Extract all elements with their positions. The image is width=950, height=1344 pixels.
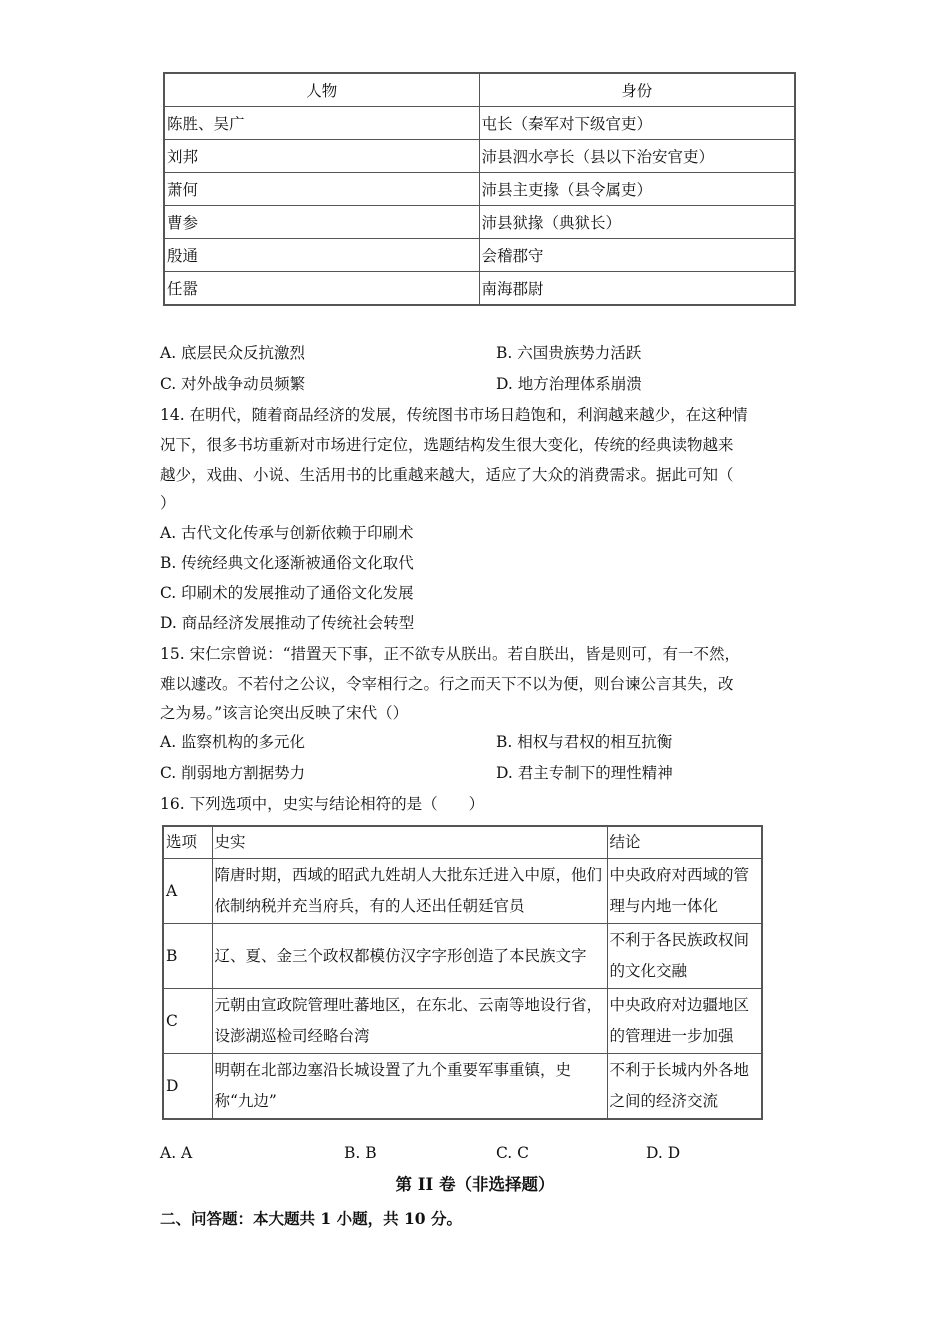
table-header-cell: 史实	[212, 826, 607, 859]
q14-option-d: D. 商品经济发展推动了传统社会转型	[160, 614, 415, 632]
q16-option-a: A. A	[160, 1144, 193, 1162]
table-cell: C	[163, 989, 212, 1054]
q14-stem-line: ）	[160, 494, 176, 512]
q16-option-c: C. C	[496, 1144, 530, 1162]
q14-stem-line: 况下，很多书坊重新对市场进行定位，选题结构发生很大变化，传统的经典读物越来	[160, 436, 734, 454]
table-cell: 不利于长城内外各地之间的经济交流	[607, 1054, 762, 1120]
q13-option-a: A. 底层民众反抗激烈	[160, 344, 306, 362]
q13-option-b: B. 六国贵族势力活跃	[496, 344, 642, 362]
table-row	[164, 272, 795, 306]
identity-table	[163, 72, 796, 306]
table-cell: 殷通	[164, 239, 479, 272]
q16-option-b: B. B	[344, 1144, 377, 1162]
table-cell: 萧何	[164, 173, 479, 206]
table-cell: 沛县狱掾（典狱长）	[479, 206, 795, 239]
table-cell: 辽、夏、金三个政权都模仿汉字字形创造了本民族文字	[212, 924, 607, 989]
table-row	[164, 140, 795, 173]
table-cell: B	[163, 924, 212, 989]
q14-option-b: B. 传统经典文化逐渐被通俗文化取代	[160, 554, 414, 572]
table-row	[164, 173, 795, 206]
section-title: 第 II 卷（非选择题）	[395, 1175, 555, 1194]
q15-option-c: C. 削弱地方割据势力	[160, 764, 306, 782]
q15-stem-line: 难以遽改。不若付之公议，令宰相行之。行之而天下不以为便，则台谏公言其失，改	[160, 675, 734, 693]
q16-option-d: D. D	[646, 1144, 681, 1162]
q14-stem-line: 14. 在明代，随着商品经济的发展，传统图书市场日趋饱和，利润越来越少，在这种情	[160, 406, 748, 424]
table-cell: 南海郡尉	[479, 272, 795, 306]
table-cell: 沛县主吏掾（县令属吏）	[479, 173, 795, 206]
q15-stem-line: 之为易。”该言论突出反映了宋代（）	[160, 704, 409, 722]
table-cell: 曹参	[164, 206, 479, 239]
table-row	[163, 989, 762, 1054]
table-header-cell: 结论	[607, 826, 762, 859]
table-cell: A	[163, 859, 212, 924]
table-cell: 刘邦	[164, 140, 479, 173]
q15-stem-line: 15. 宋仁宗曾说：“措置天下事，正不欲专从朕出。若自朕出，皆是则可，有一不然，	[160, 645, 741, 663]
q14-option-c: C. 印刷术的发展推动了通俗文化发展	[160, 584, 414, 602]
table-row	[163, 859, 762, 924]
table-row	[163, 1054, 762, 1120]
table-cell: D	[163, 1054, 212, 1120]
table-cell: 中央政府对边疆地区的管理进一步加强	[607, 989, 762, 1054]
table-cell: 中央政府对西域的管理与内地一体化	[607, 859, 762, 924]
table-header-row	[164, 73, 795, 107]
table-cell: 不利于各民族政权间的文化交融	[607, 924, 762, 989]
table-header-cell: 选项	[163, 826, 212, 859]
table-cell: 屯长（秦军对下级官吏）	[479, 107, 795, 140]
table-row	[164, 239, 795, 272]
table-header-row	[163, 826, 762, 859]
history-facts-table	[162, 825, 763, 1120]
q14-option-a: A. 古代文化传承与创新依赖于印刷术	[160, 524, 414, 542]
table-cell: 会稽郡守	[479, 239, 795, 272]
table-cell: 元朝由宣政院管理吐蕃地区，在东北、云南等地设行省，设澎湖巡检司经略台湾	[212, 989, 607, 1054]
table-row	[164, 107, 795, 140]
table-header-cell: 人物	[164, 73, 479, 107]
q13-option-c: C. 对外战争动员频繁	[160, 375, 306, 393]
table-cell: 任嚣	[164, 272, 479, 306]
table-row	[163, 924, 762, 989]
table-cell: 沛县泗水亭长（县以下治安官吏）	[479, 140, 795, 173]
q15-option-b: B. 相权与君权的相互抗衡	[496, 733, 673, 751]
q15-option-a: A. 监察机构的多元化	[160, 733, 306, 751]
q15-option-d: D. 君主专制下的理性精神	[496, 764, 673, 782]
q16-stem: 16. 下列选项中，史实与结论相符的是（ ）	[160, 795, 485, 813]
table-cell: 明朝在北部边塞沿长城设置了九个重要军事重镇，史称“九边”	[212, 1054, 607, 1120]
table-cell: 陈胜、吴广	[164, 107, 479, 140]
table-cell: 隋唐时期，西域的昭武九姓胡人大批东迁进入中原，他们依制纳税并充当府兵，有的人还出任朝廷官员	[212, 859, 607, 924]
q13-option-d: D. 地方治理体系崩溃	[496, 375, 642, 393]
table-header-cell: 身份	[479, 73, 795, 107]
table-row	[164, 206, 795, 239]
q14-stem-line: 越少，戏曲、小说、生活用书的比重越来越大，适应了大众的消费需求。据此可知（	[160, 466, 734, 484]
section-subtitle: 二、问答题：本大题共 1 小题，共 10 分。	[160, 1209, 462, 1228]
